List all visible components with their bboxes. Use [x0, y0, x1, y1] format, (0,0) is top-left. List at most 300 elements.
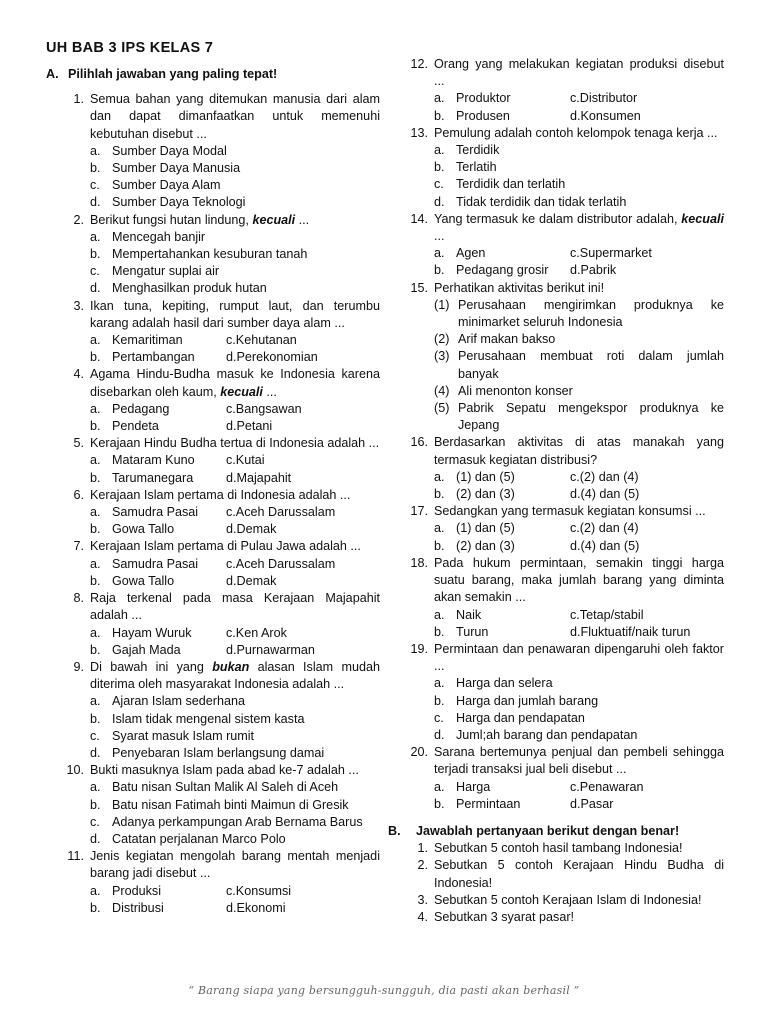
answer-option: [46, 194, 380, 211]
option-text: Distribusi: [112, 900, 164, 915]
option-text: Syarat masuk Islam rumit: [112, 728, 255, 743]
answer-option-row: [388, 607, 724, 624]
activity-text: Arif makan bakso: [458, 332, 556, 347]
question-block: [388, 555, 724, 641]
option-letter: c.: [90, 814, 100, 829]
question-number: 6.: [73, 487, 84, 502]
question-text: Perhatikan aktivitas berikut ini!: [434, 280, 605, 295]
option-text: Pendeta: [112, 419, 159, 434]
option-letter: b.: [434, 487, 445, 502]
option-letter: b.: [434, 108, 445, 123]
essay-question: [388, 840, 724, 857]
activity-item: [388, 383, 724, 400]
option-text: Mempertahankan kesuburan tanah: [112, 247, 308, 262]
answer-option: [570, 607, 724, 624]
option-text: Ekonomi: [236, 900, 286, 915]
activity-number: (2): [434, 332, 450, 347]
answer-option: [226, 470, 380, 487]
answer-option-row: [46, 401, 380, 418]
option-text: Aceh Darussalam: [235, 505, 336, 520]
answer-option: [46, 504, 226, 521]
answer-option-row: [388, 624, 724, 641]
question-text: Bukti masuknya Islam pada abad ke-7 adalah ...: [90, 763, 359, 778]
answer-option: [388, 142, 724, 159]
activity-number: (4): [434, 383, 450, 398]
option-letter: d.: [226, 900, 237, 915]
option-letter: a.: [90, 556, 101, 571]
answer-option: [46, 401, 226, 418]
question-text: Sebutkan 5 contoh Kerajaan Hindu Budha di Indonesia!: [434, 858, 724, 890]
left-column: [46, 66, 380, 917]
option-text: Mencegah banjir: [112, 229, 206, 244]
option-letter: c.: [434, 710, 444, 725]
answer-option-row: [388, 796, 724, 813]
section-a-heading: [46, 66, 380, 83]
question-number: 1.: [417, 841, 428, 856]
option-letter: a.: [434, 91, 445, 106]
section-a-title: Pilihlah jawaban yang paling tepat!: [68, 67, 278, 81]
option-text: Harga: [456, 779, 491, 794]
answer-option: [46, 814, 380, 831]
answer-option-row: [388, 262, 724, 279]
question-number: 13.: [410, 125, 428, 140]
option-letter: c.: [90, 264, 100, 279]
question-number: 14.: [410, 211, 428, 226]
option-letter: d.: [226, 350, 237, 365]
option-text: Turun: [456, 624, 489, 639]
option-text: (2) dan (4): [579, 521, 639, 536]
question-text: Kerajaan Islam pertama di Pulau Jawa adalah ...: [90, 539, 361, 554]
question-number: 15.: [410, 280, 428, 295]
option-text: Produksi: [112, 883, 161, 898]
option-text: Aceh Darussalam: [235, 556, 336, 571]
question-stem: [388, 434, 724, 468]
option-letter: b.: [434, 538, 445, 553]
question-stem: [388, 555, 724, 607]
question-number: 5.: [73, 436, 84, 451]
answer-option-row: [46, 418, 380, 435]
question-text: Sebutkan 5 contoh hasil tambang Indonesia!: [434, 841, 683, 856]
option-text: Kutai: [235, 453, 265, 468]
question-number: 20.: [410, 745, 428, 760]
option-text: Pabrik: [580, 263, 617, 278]
option-letter: b.: [434, 263, 445, 278]
answer-option: [46, 418, 226, 435]
question-stem: [46, 762, 380, 779]
answer-option: [570, 90, 724, 107]
question-number: 18.: [410, 555, 428, 570]
question-stem: [46, 91, 380, 143]
question-text: Raja terkenal pada masa Kerajaan Majapahit adalah ...: [90, 591, 380, 623]
activity-text: Perusahaan membuat roti dalam jumlah banyak: [458, 349, 724, 381]
answer-option: [226, 418, 380, 435]
option-letter: d.: [570, 263, 581, 278]
answer-option: [388, 675, 724, 692]
question-text: Pada hukum permintaan, semakin tinggi harga suatu barang, maka jumlah barang yang diminta akan semakin ...: [434, 555, 724, 605]
option-letter: a.: [90, 333, 101, 348]
answer-option: [46, 831, 380, 848]
option-letter: b.: [90, 797, 101, 812]
option-text: Sumber Daya Modal: [112, 143, 227, 158]
answer-option: [388, 469, 570, 486]
question-block: [46, 435, 380, 487]
question-block: [46, 848, 380, 917]
answer-option: [388, 538, 570, 555]
option-text: Pasar: [580, 796, 614, 811]
answer-option: [226, 900, 380, 917]
answer-option: [570, 779, 724, 796]
answer-option: [388, 624, 570, 641]
question-text: Kerajaan Islam pertama di Indonesia adalah ...: [90, 487, 351, 502]
answer-option: [388, 108, 570, 125]
option-letter: c.: [90, 178, 100, 193]
answer-option-row: [388, 469, 724, 486]
question-block: [46, 659, 380, 762]
answer-option: [226, 452, 380, 469]
answer-option-row: [46, 470, 380, 487]
option-text: Produktor: [456, 91, 511, 106]
answer-option: [46, 521, 226, 538]
option-text: Fluktuatif/naik turun: [580, 624, 691, 639]
option-text: Islam tidak mengenal sistem kasta: [112, 711, 305, 726]
answer-option: [226, 349, 380, 366]
option-text: (2) dan (3): [456, 538, 515, 553]
answer-option: [388, 710, 724, 727]
option-letter: d.: [434, 194, 445, 209]
option-text: Kehutanan: [235, 333, 297, 348]
answer-option: [226, 521, 380, 538]
option-letter: c.: [226, 505, 236, 520]
option-text: Gowa Tallo: [112, 522, 175, 537]
emphasis-word: bukan: [212, 659, 250, 674]
option-text: Supermarket: [579, 246, 652, 261]
option-text: Ken Arok: [235, 625, 287, 640]
option-letter: d.: [570, 538, 581, 553]
option-text: Batu nisan Sultan Malik Al Saleh di Aceh: [112, 780, 339, 795]
option-text: Tarumanegara: [112, 470, 194, 485]
option-letter: c.: [570, 521, 580, 536]
question-text: Sedangkan yang termasuk kegiatan konsumsi ...: [434, 504, 706, 519]
option-text: Batu nisan Fatimah binti Maimun di Gresik: [112, 797, 349, 812]
answer-option: [46, 556, 226, 573]
option-letter: b.: [90, 350, 101, 365]
answer-option: [226, 625, 380, 642]
answer-option: [46, 177, 380, 194]
answer-option: [388, 159, 724, 176]
answer-option-row: [388, 486, 724, 503]
question-text: Agama Hindu-Budha masuk ke Indonesia karena disebarkan oleh kaum, kecuali ...: [90, 367, 380, 399]
answer-option: [46, 573, 226, 590]
option-letter: b.: [90, 247, 101, 262]
question-block: [46, 538, 380, 590]
answer-option-row: [46, 556, 380, 573]
question-text: Sebutkan 3 syarat pasar!: [434, 909, 575, 924]
option-letter: d.: [90, 281, 101, 296]
question-stem: [388, 56, 724, 90]
activity-number: (5): [434, 401, 450, 416]
option-letter: a.: [434, 469, 445, 484]
answer-option-row: [46, 573, 380, 590]
answer-option: [388, 245, 570, 262]
option-text: (1) dan (5): [456, 521, 515, 536]
option-letter: d.: [570, 487, 581, 502]
option-letter: d.: [570, 108, 581, 123]
question-number: 8.: [73, 591, 84, 606]
option-letter: a.: [434, 143, 445, 158]
question-stem: [388, 503, 724, 520]
option-letter: b.: [90, 642, 101, 657]
answer-option: [46, 711, 380, 728]
option-letter: a.: [90, 780, 101, 795]
option-letter: c.: [90, 728, 100, 743]
option-text: Gajah Mada: [112, 642, 181, 657]
question-number: 11.: [67, 849, 84, 864]
option-letter: a.: [90, 625, 101, 640]
option-text: (2) dan (3): [456, 487, 515, 502]
question-number: 16.: [410, 435, 428, 450]
question-number: 17.: [410, 504, 428, 519]
question-number: 3.: [73, 298, 84, 313]
option-text: Kemaritiman: [112, 333, 183, 348]
option-text: Petani: [236, 419, 273, 434]
answer-option: [46, 642, 226, 659]
answer-option: [46, 745, 380, 762]
answer-option: [46, 229, 380, 246]
answer-option: [570, 245, 724, 262]
option-text: Sumber Daya Manusia: [112, 161, 241, 176]
option-text: Naik: [456, 607, 482, 622]
section-b-marker: B.: [388, 823, 401, 838]
answer-option-row: [46, 900, 380, 917]
question-stem: [388, 280, 724, 297]
option-text: Demak: [236, 573, 277, 588]
question-block: [388, 125, 724, 211]
option-letter: a.: [434, 521, 445, 536]
answer-option: [46, 452, 226, 469]
answer-option: [388, 486, 570, 503]
answer-option-row: [46, 349, 380, 366]
option-text: Hayam Wuruk: [112, 625, 192, 640]
essay-question: [388, 857, 724, 891]
option-letter: b.: [434, 693, 445, 708]
option-text: Tidak terdidik dan tidak terlatih: [456, 194, 627, 209]
question-number: 2.: [417, 858, 428, 873]
activity-number: (1): [434, 297, 450, 312]
option-text: Terdidik: [456, 143, 500, 158]
option-text: Sumber Daya Teknologi: [112, 195, 246, 210]
option-text: Purnawarman: [236, 642, 315, 657]
left-question-list: [46, 91, 380, 917]
option-letter: b.: [434, 796, 445, 811]
question-block: [46, 298, 380, 367]
option-text: Harga dan pendapatan: [456, 710, 585, 725]
question-block: [388, 280, 724, 435]
option-letter: b.: [90, 573, 101, 588]
option-text: Pedagang: [112, 401, 170, 416]
option-text: Samudra Pasai: [112, 556, 199, 571]
answer-option-row: [388, 245, 724, 262]
option-letter: c.: [226, 556, 236, 571]
option-letter: a.: [434, 607, 445, 622]
question-stem: [46, 212, 380, 229]
question-text: Berdasarkan aktivitas di atas manakah yang termasuk kegiatan distribusi?: [434, 435, 724, 467]
option-letter: a.: [434, 246, 445, 261]
option-letter: c.: [570, 607, 580, 622]
answer-option-row: [46, 452, 380, 469]
answer-option: [388, 693, 724, 710]
answer-option-row: [46, 625, 380, 642]
question-number: 3.: [417, 892, 428, 907]
option-text: Pedagang grosir: [456, 263, 549, 278]
answer-option: [226, 504, 380, 521]
question-block: [46, 212, 380, 298]
question-block: [388, 641, 724, 744]
option-letter: d.: [226, 470, 237, 485]
option-text: Menghasilkan produk hutan: [112, 281, 267, 296]
answer-option-row: [388, 779, 724, 796]
option-text: Ajaran Islam sederhana: [112, 694, 246, 709]
option-letter: d.: [570, 624, 581, 639]
question-text: Sebutkan 5 contoh Kerajaan Islam di Indonesia!: [434, 892, 702, 907]
option-letter: c.: [570, 246, 580, 261]
option-text: Mengatur suplai air: [112, 264, 220, 279]
option-letter: a.: [90, 143, 101, 158]
answer-option: [388, 90, 570, 107]
question-number: 10.: [66, 763, 84, 778]
question-number: 12.: [410, 57, 428, 71]
page-title: UH BAB 3 IPS KELAS 7: [46, 40, 214, 56]
answer-option: [46, 263, 380, 280]
answer-option: [388, 607, 570, 624]
activity-item: [388, 297, 724, 331]
option-letter: b.: [90, 161, 101, 176]
option-letter: a.: [434, 676, 445, 691]
option-text: Samudra Pasai: [112, 505, 199, 520]
option-text: Bangsawan: [235, 401, 302, 416]
option-letter: a.: [90, 453, 101, 468]
option-letter: d.: [570, 796, 581, 811]
question-text: Semua bahan yang ditemukan manusia dari alam dan dapat dimanfaatkan untuk memenuhi kebutuhan disebut ...: [90, 92, 380, 141]
option-letter: c.: [226, 625, 236, 640]
answer-option: [46, 693, 380, 710]
answer-option: [46, 900, 226, 917]
option-letter: c.: [226, 401, 236, 416]
answer-option: [46, 246, 380, 263]
option-text: (4) dan (5): [580, 538, 640, 553]
activity-item: [388, 331, 724, 348]
question-text: Ikan tuna, kepiting, rumput laut, dan terumbu karang adalah hasil dari sumber daya alam ...: [90, 298, 380, 330]
question-block: [388, 744, 724, 813]
option-letter: b.: [434, 160, 445, 175]
answer-option: [226, 642, 380, 659]
question-number: 2.: [73, 212, 84, 227]
essay-question-list: [388, 840, 724, 926]
question-stem: [388, 641, 724, 675]
question-stem: [46, 435, 380, 452]
question-stem: [46, 487, 380, 504]
question-number: 7.: [73, 539, 84, 554]
option-letter: b.: [434, 624, 445, 639]
question-text: Orang yang melakukan kegiatan produksi disebut ...: [434, 57, 724, 89]
option-text: Mataram Kuno: [112, 453, 195, 468]
answer-option: [46, 883, 226, 900]
option-letter: b.: [90, 522, 101, 537]
option-letter: a.: [90, 694, 101, 709]
option-letter: b.: [90, 419, 101, 434]
option-letter: d.: [90, 745, 101, 760]
option-text: Harga dan selera: [456, 676, 553, 691]
question-text: Jenis kegiatan mengolah barang mentah menjadi barang jadi disebut ...: [90, 849, 380, 881]
answer-option: [388, 779, 570, 796]
question-block: [46, 366, 380, 435]
activity-number: (3): [434, 349, 450, 364]
question-stem: [388, 744, 724, 778]
option-letter: c.: [226, 883, 236, 898]
answer-option-row: [46, 883, 380, 900]
option-letter: d.: [226, 419, 237, 434]
answer-option: [570, 486, 724, 503]
option-letter: d.: [90, 195, 101, 210]
answer-option: [388, 176, 724, 193]
option-text: Penyebaran Islam berlangsung damai: [112, 745, 325, 760]
question-text: Sarana bertemunya penjual dan pembeli sehingga terjadi transaksi jual beli disebut ...: [434, 745, 724, 777]
answer-option-row: [46, 642, 380, 659]
option-text: Permintaan: [456, 796, 521, 811]
activity-item: [388, 400, 724, 434]
option-letter: a.: [434, 779, 445, 794]
question-number: 9.: [73, 659, 84, 674]
essay-question: [388, 892, 724, 909]
option-letter: d.: [226, 642, 237, 657]
answer-option: [226, 556, 380, 573]
question-stem: [46, 848, 380, 882]
answer-option: [226, 573, 380, 590]
question-block: [46, 762, 380, 848]
question-text: Pemulung adalah contoh kelompok tenaga kerja ...: [434, 125, 718, 140]
option-text: Gowa Tallo: [112, 573, 175, 588]
option-letter: a.: [90, 883, 101, 898]
option-letter: a.: [90, 401, 101, 416]
option-letter: c.: [570, 91, 580, 106]
answer-option-row: [46, 521, 380, 538]
option-letter: b.: [90, 470, 101, 485]
option-text: Adanya perkampungan Arab Bernama Barus: [112, 814, 363, 829]
option-text: Penawaran: [579, 779, 644, 794]
activity-text: Pabrik Sepatu mengekspor produknya ke Jepang: [458, 401, 724, 433]
answer-option: [46, 280, 380, 297]
emphasis-word: kecuali: [681, 211, 724, 226]
question-text: Permintaan dan penawaran dipengaruhi oleh faktor ...: [434, 641, 724, 674]
option-letter: d.: [434, 727, 445, 742]
section-a-marker: A.: [46, 67, 59, 81]
question-block: [388, 503, 724, 555]
option-text: (2) dan (4): [579, 469, 639, 484]
section-b-title: Jawablah pertanyaan berikut dengan benar!: [416, 823, 680, 838]
answer-option: [570, 624, 724, 641]
question-stem: [46, 590, 380, 624]
answer-option: [46, 470, 226, 487]
emphasis-word: kecuali: [252, 212, 296, 227]
answer-option: [388, 194, 724, 211]
question-block: [46, 590, 380, 659]
question-number: 19.: [410, 641, 428, 656]
option-text: Distributor: [579, 91, 638, 106]
option-letter: b.: [90, 711, 101, 726]
option-text: (4) dan (5): [580, 487, 640, 502]
answer-option: [570, 262, 724, 279]
answer-option-row: [388, 538, 724, 555]
option-text: Produsen: [456, 108, 510, 123]
